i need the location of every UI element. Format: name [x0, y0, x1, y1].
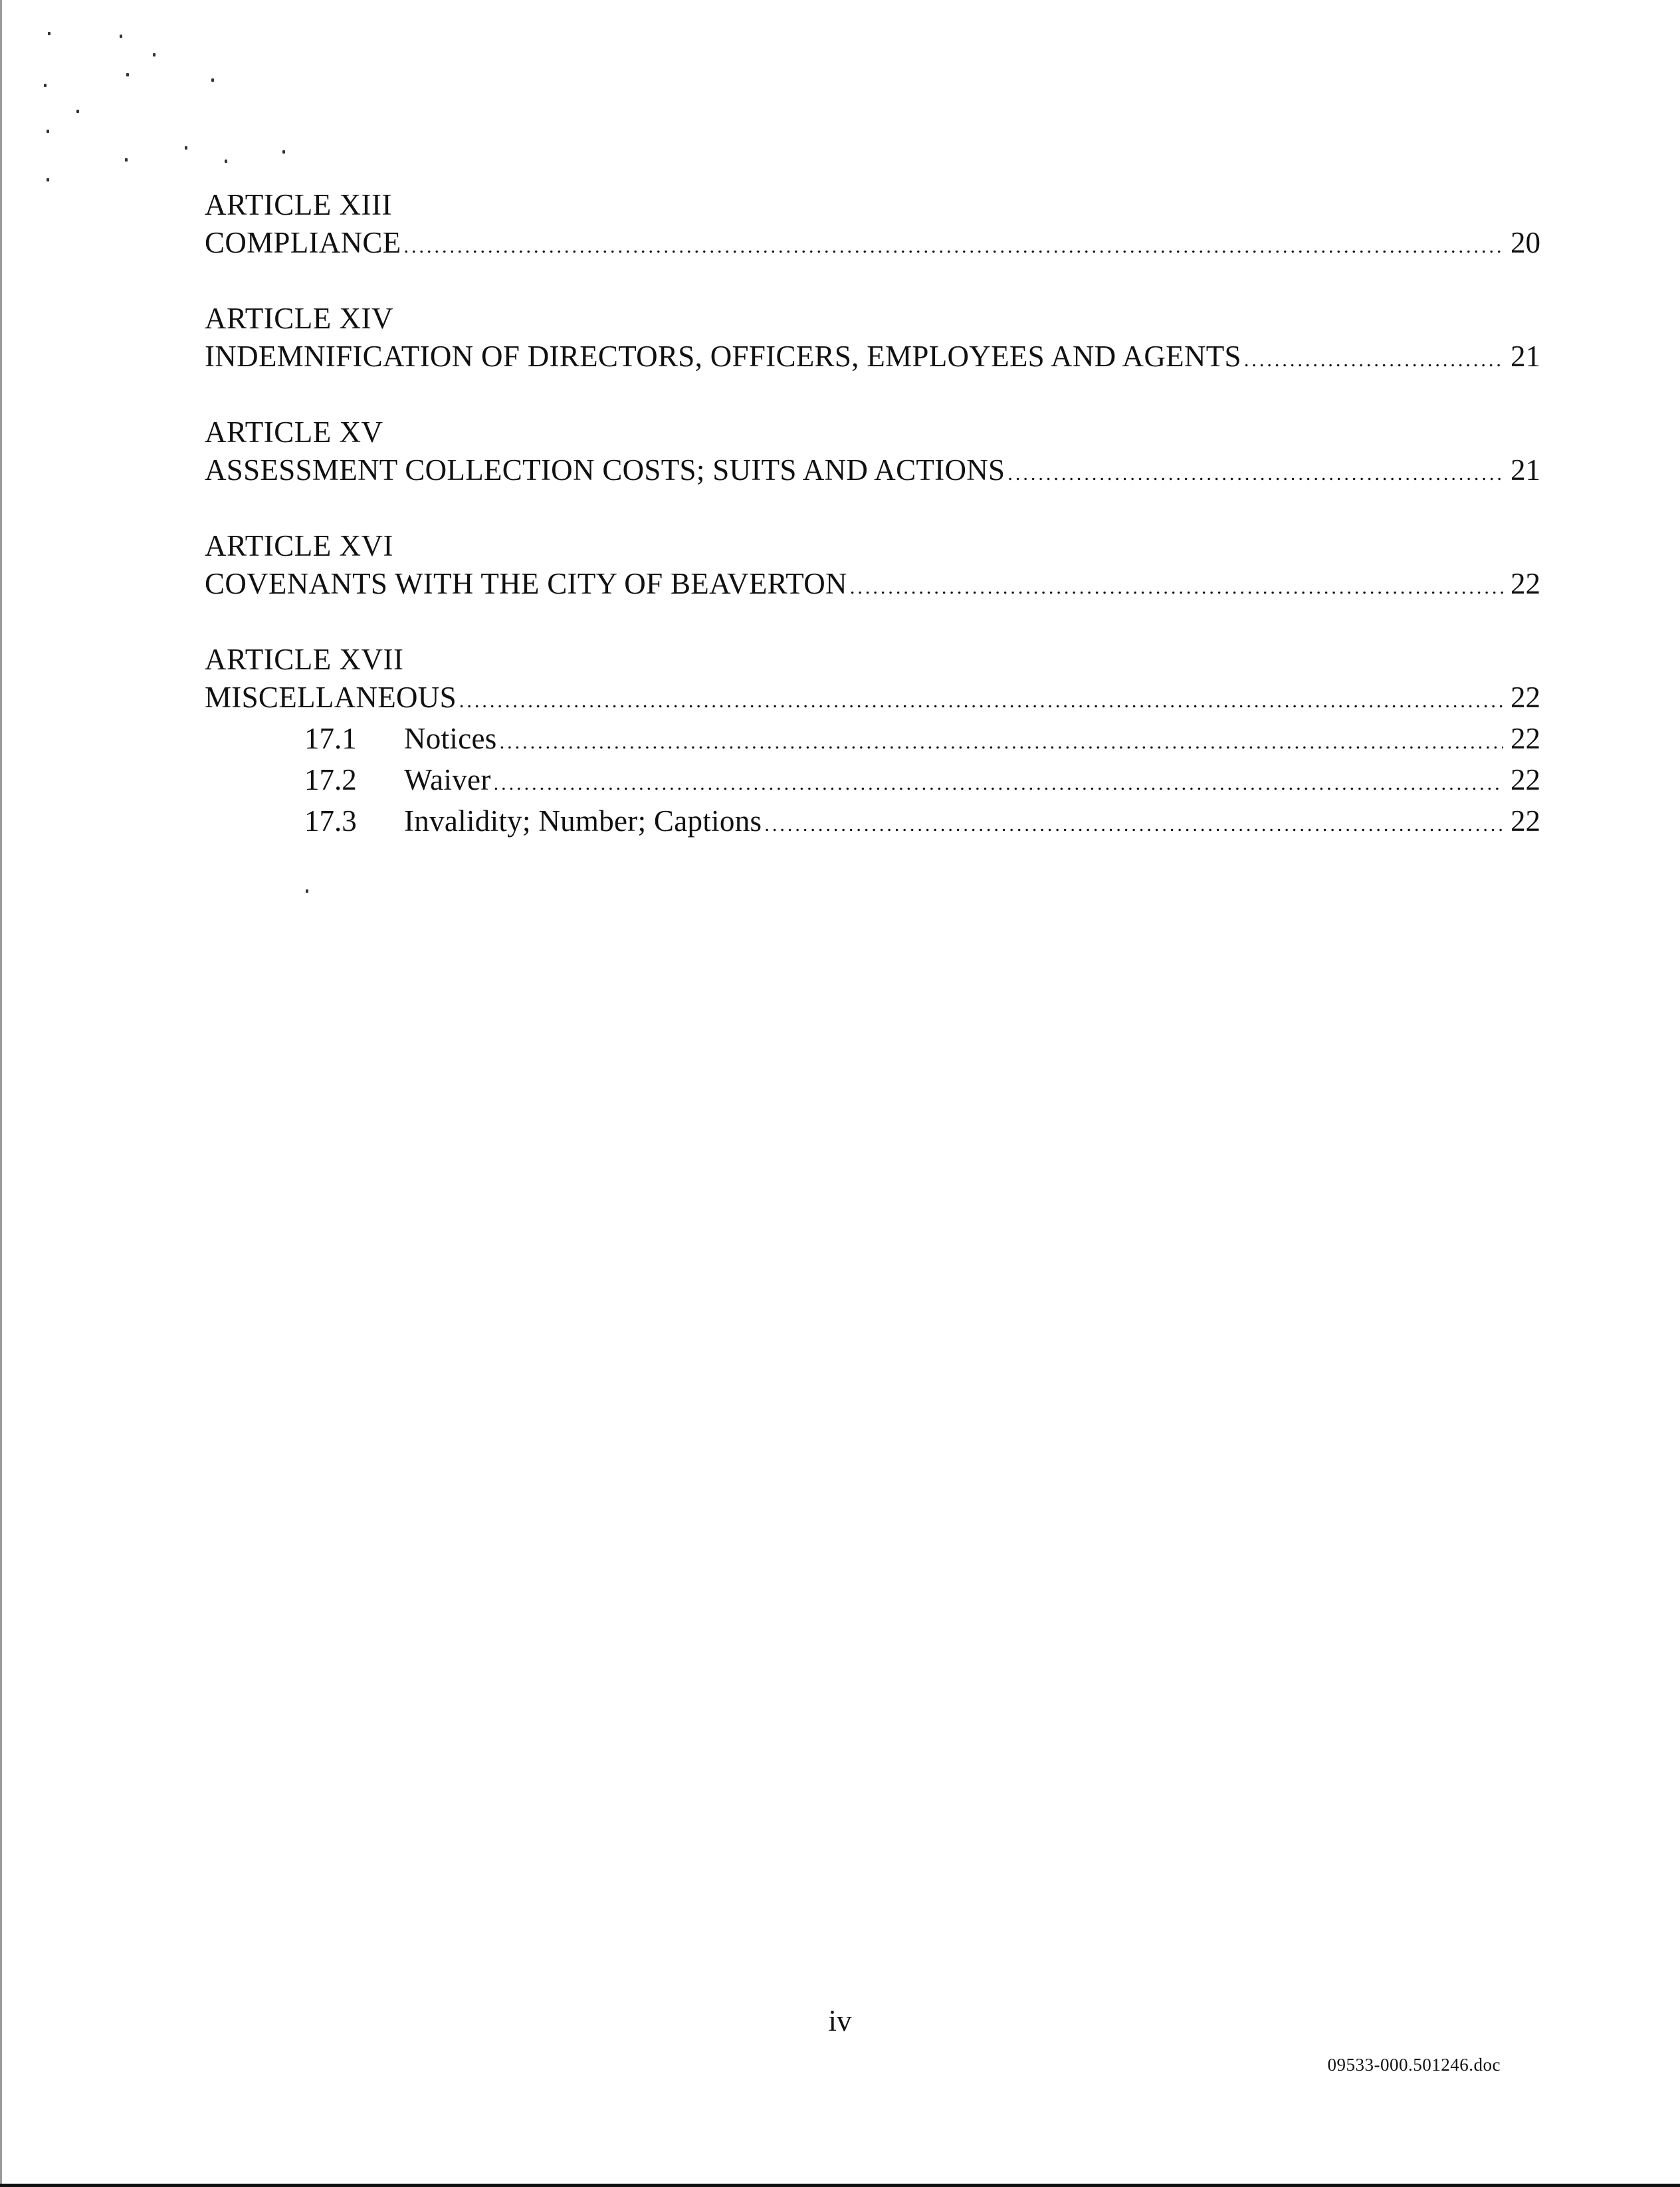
- article-title: MISCELLANEOUS: [205, 681, 457, 714]
- page-number: 22: [1511, 763, 1540, 796]
- toc-entry: [205, 451, 1540, 493]
- scan-bottom-edge: [0, 2184, 1680, 2187]
- page-number: 22: [1511, 681, 1540, 714]
- table-of-contents: [205, 186, 1540, 878]
- page-number: 20: [1511, 226, 1540, 259]
- article-number: ARTICLE XIII: [205, 188, 392, 221]
- scan-speck: [153, 53, 156, 57]
- section-title: Waiver: [404, 763, 491, 796]
- footer-doc-id: 09533-000.501246.doc: [1327, 2055, 1501, 2075]
- toc-article-16: [205, 527, 1540, 606]
- toc-article-13: [205, 186, 1540, 265]
- section-number: 17.3: [304, 804, 357, 838]
- scan-left-edge: [0, 0, 2, 2187]
- toc-article-17: [205, 641, 1540, 844]
- toc-section-entry: [205, 720, 1540, 761]
- section-title: Notices: [404, 722, 497, 755]
- article-number: ARTICLE XVI: [205, 529, 394, 562]
- dot-leader: [459, 682, 1503, 720]
- scan-speck: [47, 178, 49, 181]
- article-title: INDEMNIFICATION OF DIRECTORS, OFFICERS, EMPLOYEES AND AGENTS: [205, 340, 1241, 373]
- toc-article-14: [205, 300, 1540, 379]
- article-number: ARTICLE XV: [205, 415, 383, 449]
- page-number: 22: [1511, 722, 1540, 755]
- scan-speck: [44, 84, 47, 87]
- dot-leader: [404, 227, 1503, 265]
- scan-speck: [185, 146, 187, 150]
- toc-article-15: [205, 413, 1540, 493]
- article-number: ARTICLE XVII: [205, 643, 404, 676]
- article-title: COMPLIANCE: [205, 226, 401, 259]
- toc-entry: [205, 679, 1540, 720]
- article-number: ARTICLE XIV: [205, 302, 394, 335]
- scan-speck: [306, 889, 308, 893]
- page-number: 21: [1511, 340, 1540, 373]
- dot-leader: [500, 723, 1503, 761]
- toc-section-entry: [205, 761, 1540, 802]
- scan-speck: [120, 35, 122, 38]
- article-title: COVENANTS WITH THE CITY OF BEAVERTON: [205, 567, 847, 600]
- scan-speck: [47, 130, 49, 133]
- scan-speck: [126, 73, 129, 76]
- page-number: 21: [1511, 453, 1540, 487]
- section-number: 17.1: [304, 722, 357, 755]
- dot-leader: [764, 806, 1503, 844]
- scan-speck: [125, 158, 128, 162]
- dot-leader: [1007, 455, 1503, 493]
- scan-speck: [48, 32, 51, 35]
- page-number: 22: [1511, 804, 1540, 838]
- page-number: 22: [1511, 567, 1540, 600]
- scan-speck: [211, 78, 214, 82]
- scan-speck: [282, 150, 285, 154]
- toc-entry: [205, 565, 1540, 606]
- dot-leader: [494, 764, 1503, 802]
- dot-leader: [1244, 341, 1503, 379]
- dot-leader: [850, 568, 1503, 606]
- scan-speck: [76, 110, 79, 113]
- section-number: 17.2: [304, 763, 357, 796]
- toc-entry: [205, 224, 1540, 265]
- article-title: ASSESSMENT COLLECTION COSTS; SUITS AND ACTIONS: [205, 453, 1005, 487]
- section-title: Invalidity; Number; Captions: [404, 804, 762, 838]
- footer-page-number: iv: [828, 2004, 852, 2037]
- scan-speck: [225, 160, 227, 163]
- toc-entry: [205, 338, 1540, 379]
- toc-section-entry: [205, 802, 1540, 844]
